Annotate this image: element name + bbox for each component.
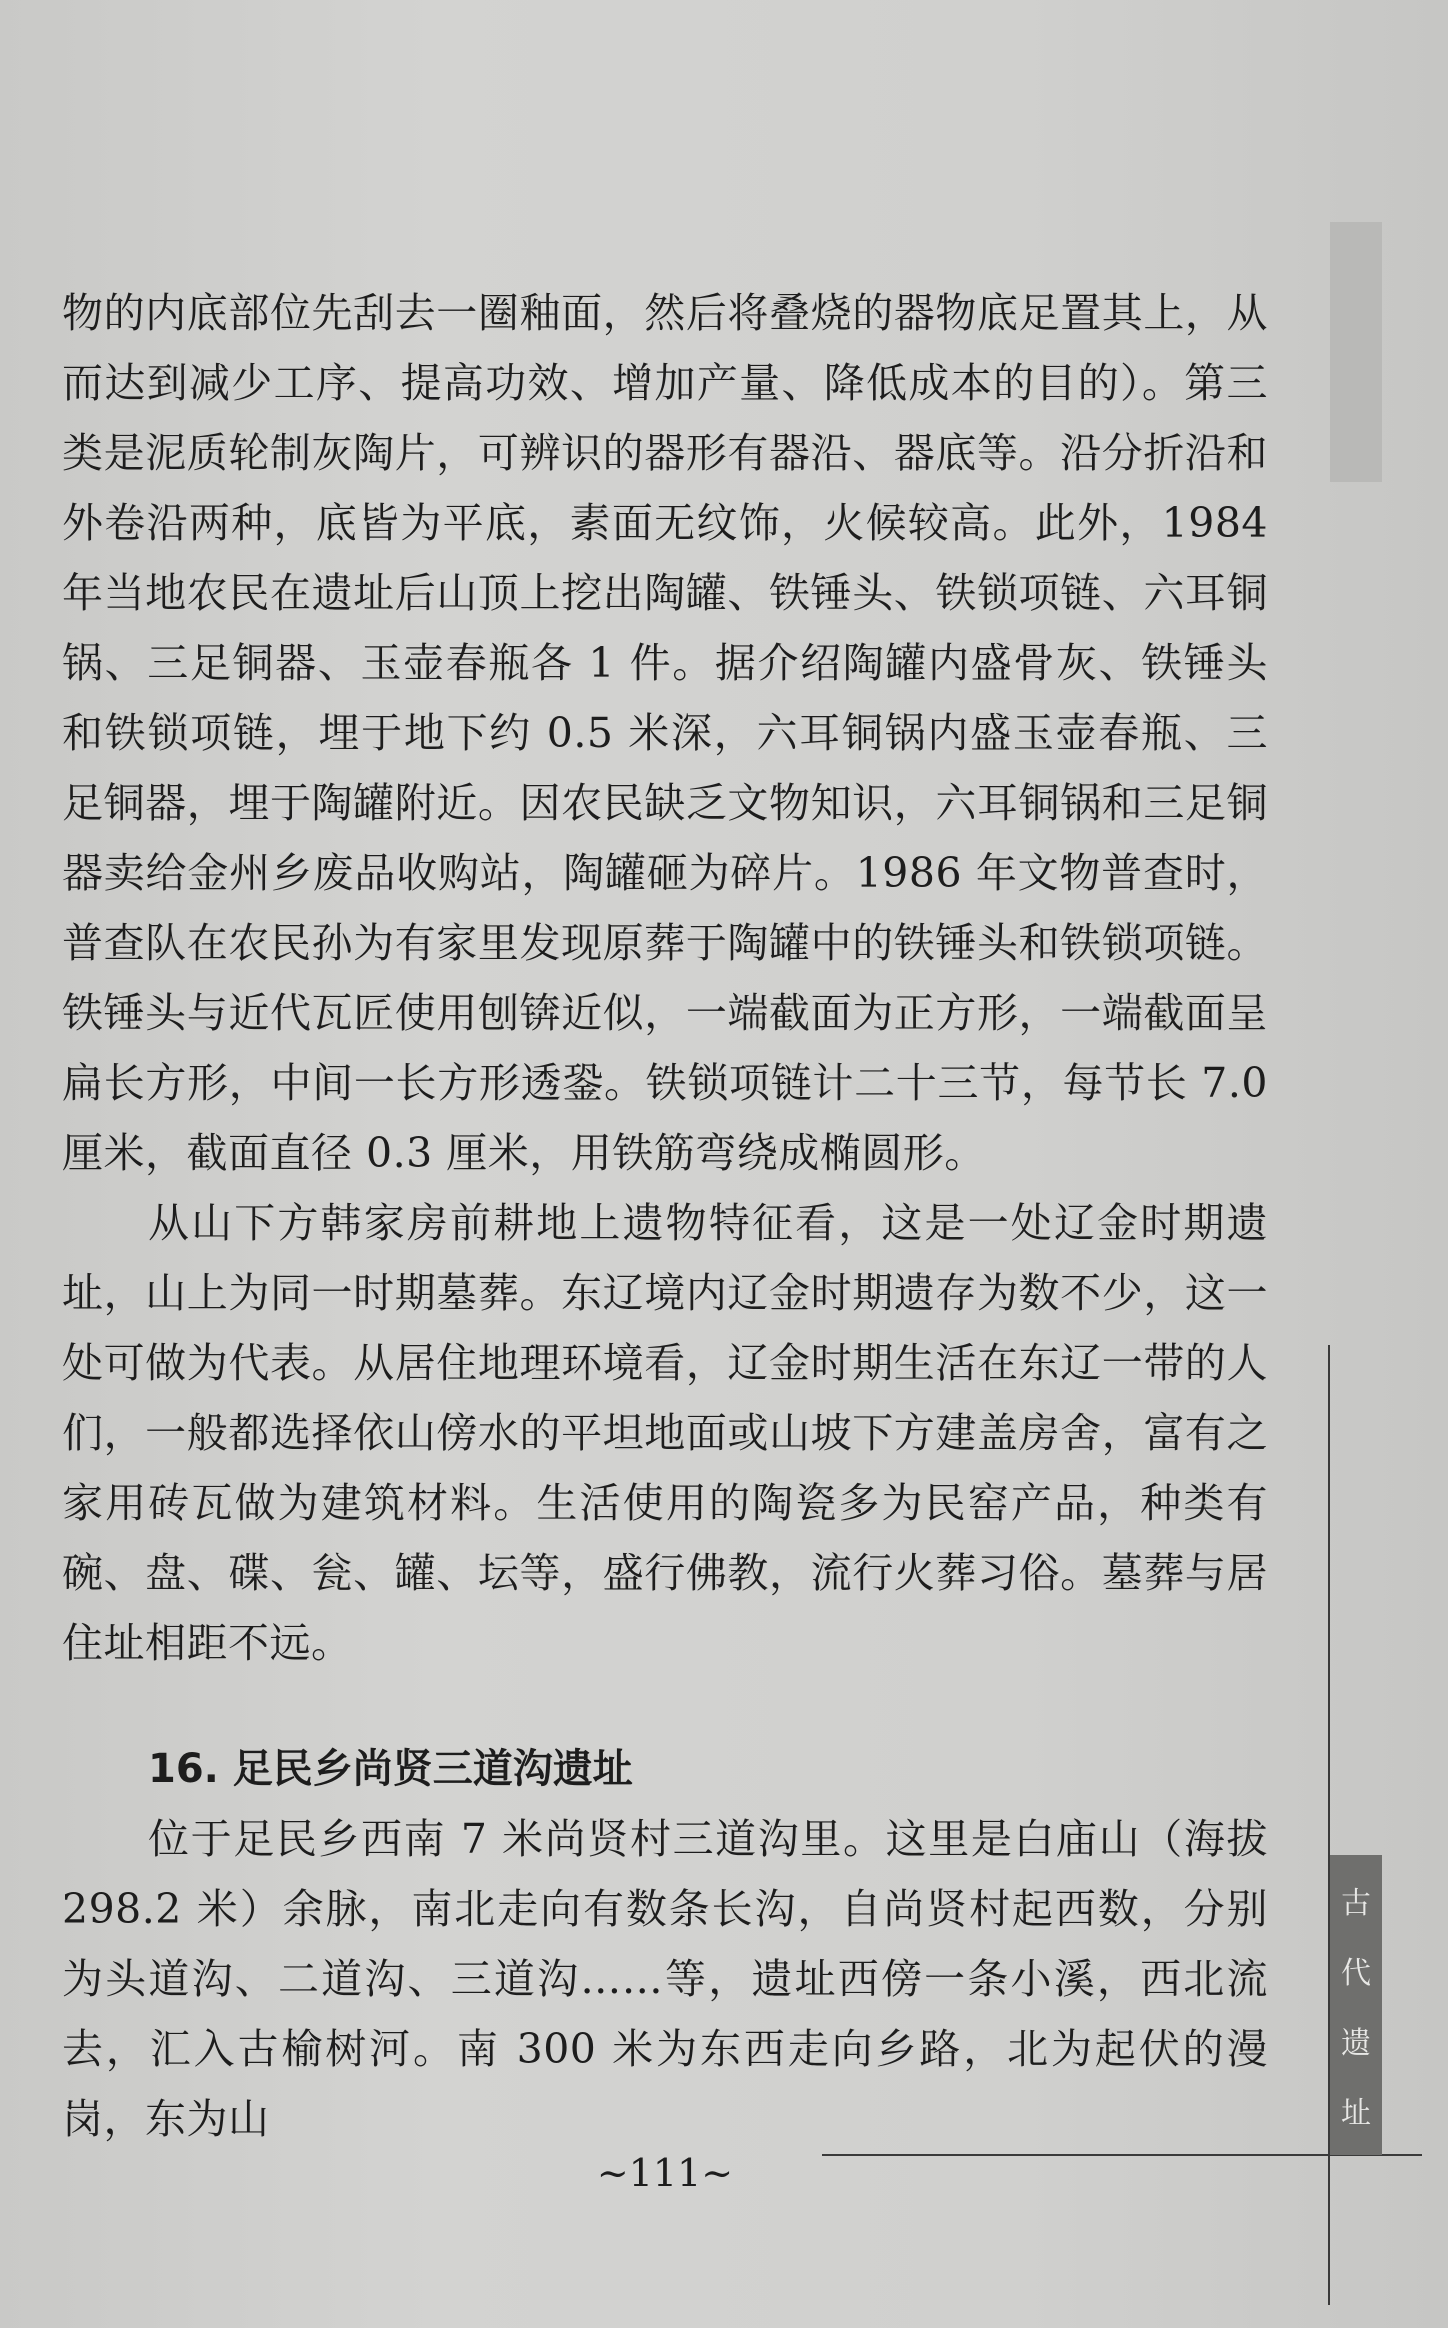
section-paragraph: 位于足民乡西南 7 米尚贤村三道沟里。这里是白庙山（海拔 298.2 米）余脉，南北走向有数条长沟，自尚贤村起西数，分别为头道沟、二道沟、三道沟……等，遗址西傍一条小溪，西北流去，汇入古榆树河。南 300 米为东西走向乡路，北为起伏的漫岗，东为山 — [62, 1815, 1268, 2143]
chapter-tab-char: 址 — [1341, 2096, 1371, 2131]
chapter-tab — [1330, 1855, 1382, 2155]
paragraph-1: 物的内底部位先刮去一圈釉面，然后将叠烧的器物底足置其上，从而达到减少工序、提高功效、增加产量、降低成本的目的）。第三类是泥质轮制灰陶片，可辨识的器形有器沿、器底等。沿分折沿和外卷沿两种，底皆为平底，素面无纹饰，火候较高。此外，1984 年当地农民在遗址后山顶上挖出陶罐、铁锤头、铁锁项链、六耳铜锅、三足铜器、玉壶春瓶各 1 件。据介绍陶罐内盛骨灰、铁锤头和铁锁项链，埋于地下约 0.5 米深，六耳铜锅内盛玉壶春瓶、三足铜器，埋于陶罐附近。因农民缺乏文物知识，六耳铜锅和三足铜器卖给金州乡废品收购站，陶罐砸为碎片。1986 年文物普查时，普查队在农民孙为有家里发现原葬于陶罐中的铁锤头和铁锁项链。铁锤头与近代瓦匠使用刨锛近似，一端截面为正方形，一端截面呈扁长方形，中间一长方形透銎。铁锁项链计二十三节，每节长 7.0 厘米，截面直径 0.3 厘米，用铁筋弯绕成椭圆形。 — [62, 289, 1268, 1177]
chapter-tab-char: 遗 — [1341, 2026, 1371, 2061]
chapter-tab-char: 古 — [1341, 1886, 1371, 1921]
page-number: ~111~ — [596, 2151, 734, 2195]
paragraph-2: 从山下方韩家房前耕地上遗物特征看，这是一处辽金时期遗址，山上为同一时期墓葬。东辽境内辽金时期遗存为数不少，这一处可做为代表。从居住地理环境看，辽金时期生活在东辽一带的人们，一般都选择依山傍水的平坦地面或山坡下方建盖房舍，富有之家用砖瓦做为建筑材料。生活使用的陶瓷多为民窑产品，种类有碗、盘、碟、瓮、罐、坛等，盛行佛教，流行火葬习俗。墓葬与居住址相距不远。 — [62, 1199, 1268, 1667]
page-body — [62, 278, 1268, 2154]
section-text — [62, 1804, 1268, 2154]
body-text — [62, 278, 1268, 1678]
side-tab-marker — [1330, 222, 1382, 482]
section-heading: 16. 足民乡尚贤三道沟遗址 — [148, 1746, 633, 1792]
chapter-tab-char: 代 — [1341, 1956, 1371, 1991]
